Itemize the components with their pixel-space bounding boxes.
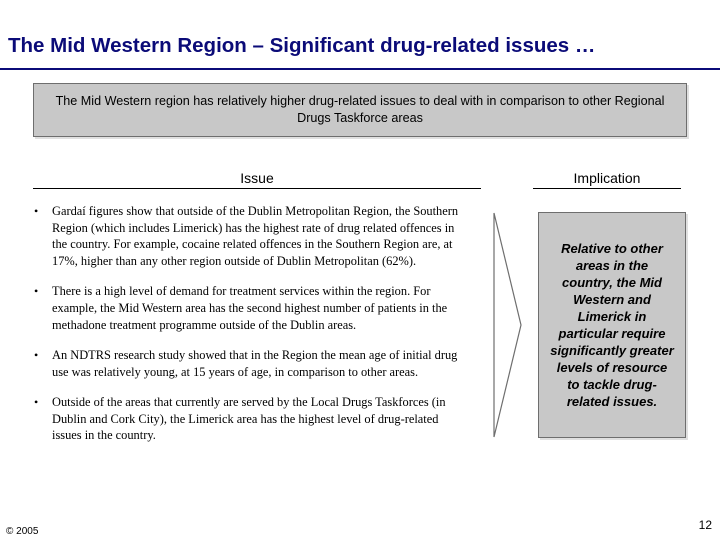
title-divider (0, 68, 720, 70)
implication-header-rule (533, 188, 681, 189)
summary-box (33, 83, 687, 137)
implication-text: Relative to other areas in the country, the Mid Western and Limerick in particular require significantly greater levels of resource to tackle drug-related issues. (550, 241, 674, 409)
issue-text: Outside of the areas that currently are served by the Local Drugs Taskforces (in Dublin and Cork City), the Limerick area has the highest level of drug-related issues in the country. (52, 394, 446, 443)
bullet-icon: • (34, 394, 39, 409)
summary-text: The Mid Western region has relatively higher drug-related issues to deal with in comparison to other Regional Drugs Taskforce areas (55, 94, 665, 125)
issue-text: An NDTRS research study showed that in the Region the mean age of initial drug use was relatively young, at 15 years of age, in comparison to other areas. (52, 347, 458, 379)
issue-item (34, 283, 466, 333)
issue-column-header: Issue (240, 170, 274, 186)
issue-text: Gardaí figures show that outside of the Dublin Metropolitan Region, the Southern Region (which includes Limerick) has the highest rate of drug related offences in the country. For example, cocaine related offences in the Southern Region are, at 17%, higher than any other region outside of Dublin Metropolitan (62%). (52, 204, 459, 269)
implication-column-header: Implication (573, 170, 641, 186)
bullet-icon: • (34, 204, 39, 218)
bullet-icon: • (34, 347, 39, 362)
copyright: © 2005 (6, 526, 39, 537)
page-number: 12 (698, 518, 712, 532)
issue-text: There is a high level of demand for treatment services within the region. For example, the Mid Western area has the second highest number of patients in the methadone treatment programme outside of the Dublin areas. (52, 284, 448, 332)
issue-item (34, 347, 466, 380)
issue-list (34, 203, 466, 444)
bullet-icon: • (34, 284, 39, 299)
slide-title: The Mid Western Region – Significant drug-related issues … (8, 34, 596, 57)
issue-item (34, 394, 466, 444)
issue-item (34, 203, 466, 270)
chevron-arrow-icon (493, 212, 523, 438)
implication-box (538, 212, 686, 438)
issue-header-rule (33, 188, 481, 189)
